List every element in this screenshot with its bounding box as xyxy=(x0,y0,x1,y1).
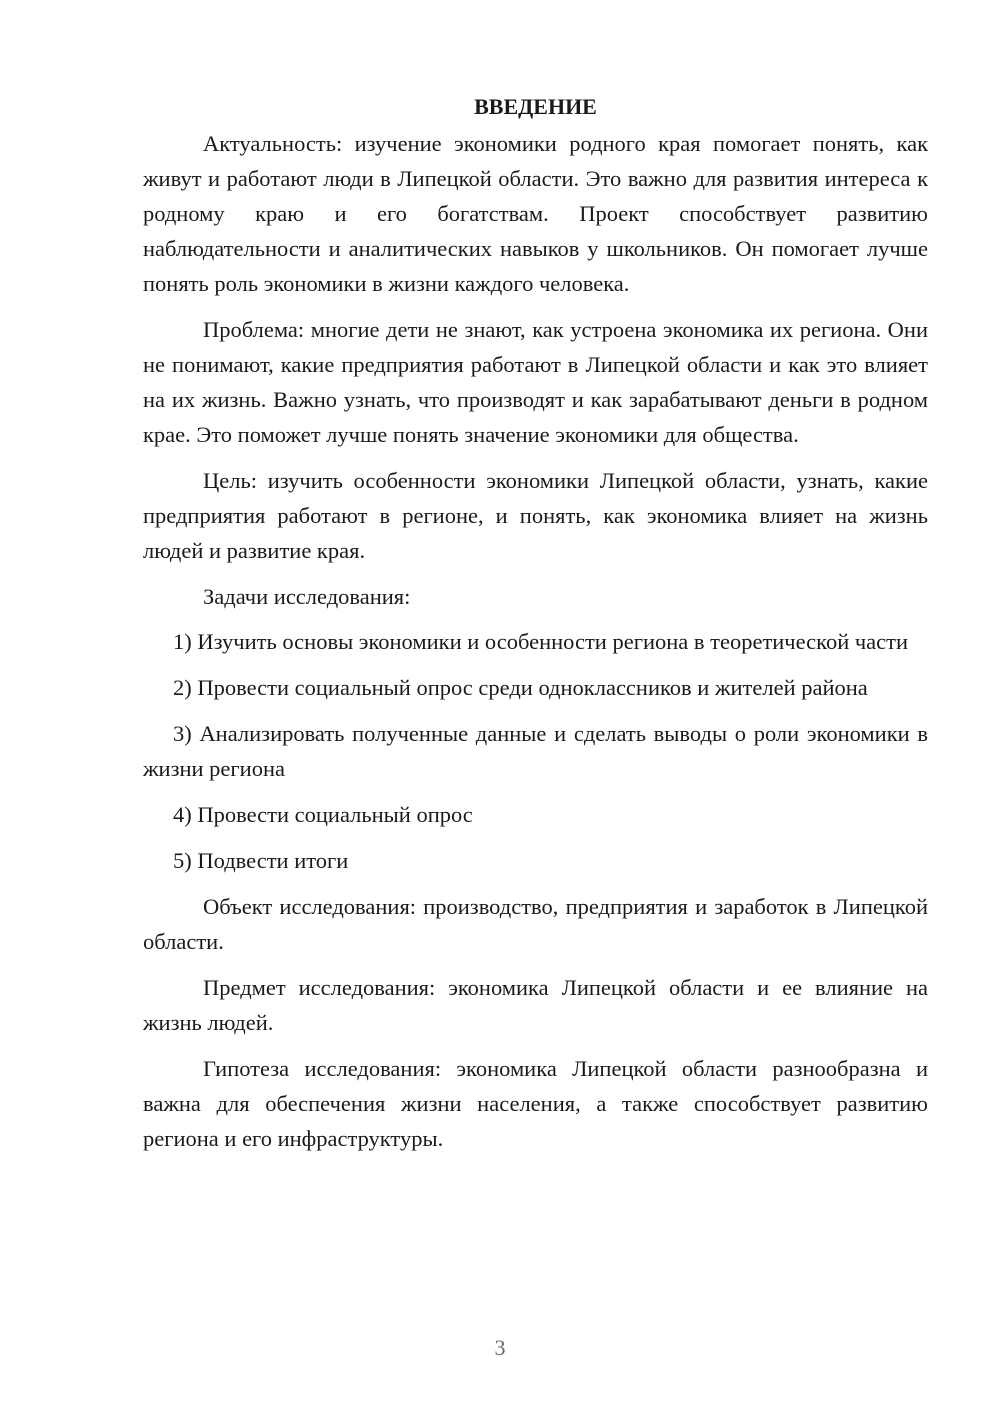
relevance-paragraph: Актуальность: изучение экономики родного края помогает понять, как живут и работают люди в Липецкой области. Это важно для развития интереса к родному краю и его богатствам. Проект способствует развитию наблюдательности и аналитических навыков у школьников. Он помогает лучше понять роль экономики в жизни каждого человека. xyxy=(143,131,928,296)
task-item-3: 3) Анализировать полученные данные и сделать выводы о роли экономики в жизни региона xyxy=(143,721,928,781)
page-title: ВВЕДЕНИЕ xyxy=(474,94,597,119)
object-paragraph: Объект исследования: производство, предприятия и заработок в Липецкой области. xyxy=(143,894,928,954)
problem-paragraph: Проблема: многие дети не знают, как устроена экономика их региона. Они не понимают, какие предприятия работают в Липецкой области и как это влияет на их жизнь. Важно узнать, что производят и как зарабатывают деньги в родном крае. Это поможет лучше понять значение экономики для общества. xyxy=(143,317,928,447)
tasks-title: Задачи исследования: xyxy=(203,584,411,609)
task-item-2: 2) Провести социальный опрос среди одноклассников и жителей района xyxy=(173,675,868,700)
task-item-1: 1) Изучить основы экономики и особенности региона в теоретической части xyxy=(173,629,909,654)
subject-paragraph: Предмет исследования: экономика Липецкой области и ее влияние на жизнь людей. xyxy=(143,975,928,1035)
page-number: 3 xyxy=(494,1335,506,1360)
task-item-4: 4) Провести социальный опрос xyxy=(173,802,473,827)
document-page xyxy=(143,92,928,1167)
task-item-5: 5) Подвести итоги xyxy=(173,848,349,873)
goal-paragraph: Цель: изучить особенности экономики Липецкой области, узнать, какие предприятия работают в регионе, и понять, как экономика влияет на жизнь людей и развитие края. xyxy=(143,468,928,563)
hypothesis-paragraph: Гипотеза исследования: экономика Липецкой области разнообразна и важна для обеспечения жизни населения, а также способствует развитию региона и его инфраструктуры. xyxy=(143,1056,928,1151)
